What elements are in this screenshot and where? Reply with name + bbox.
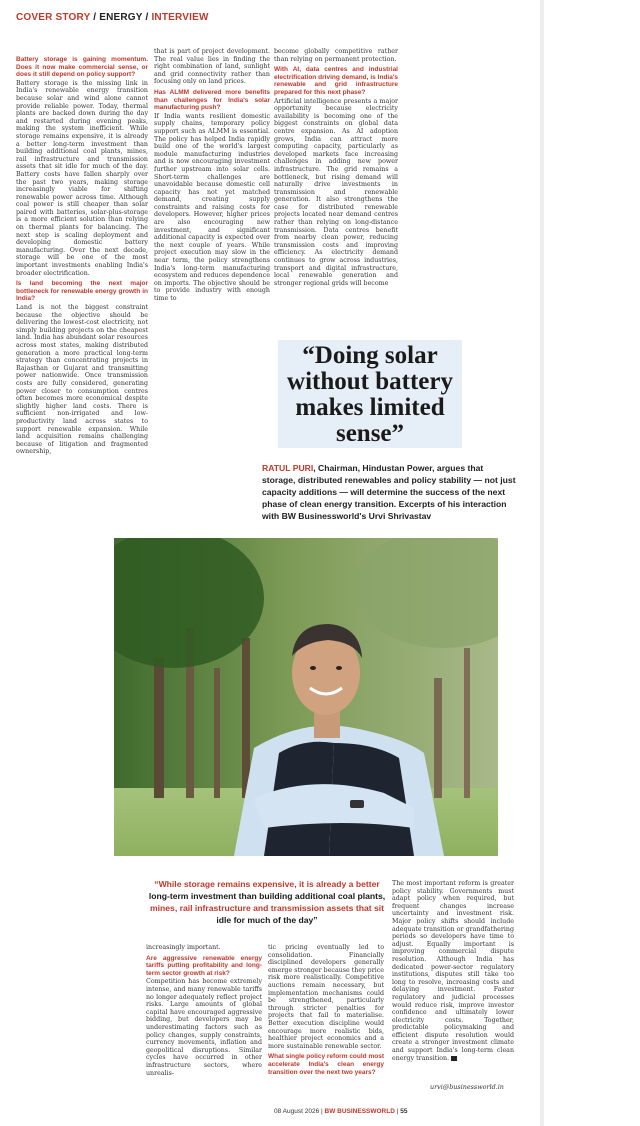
text-column-5 — [268, 944, 384, 1094]
answer-continued: tic pricing eventually led to consolidation. Financially disciplined developers generally emerge stronger because they price risk more realistically. Competitive auctions remain necessary, but implementation mechanisms could be strengthened, particularly through stricter penalties for projects that fail to materialise. Better execution discipline would encourage more realistic bids, healthier project economics and a more sustainable renewable sector. — [268, 944, 384, 1050]
question: Are aggressive renewable energy tariffs putting profitability and long-term sector growth at risk? — [146, 954, 262, 977]
answer: If India wants resilient domestic supply chains, temporary policy support such as ALMM is essential. The policy has helped India rapidly build one of the world's largest module manufacturing industries and is now encouraging investment further upstream into solar cells. Short-term challenges are unavoidable because domestic cell capacity has not yet matched demand, creating supply constraints and raising costs for developers. However, higher prices are also encouraging new investment, and significant additional capacity is expected over the next couple of years. While project execution may slow in the near term, the policy strengthens India's long-term manufacturing ecosystem and reduces dependence on imports. The objective should be to provide industry with enough time to — [154, 112, 270, 302]
quote-line: long-term investment than building additional coal plants, — [148, 891, 386, 901]
separator: / — [93, 12, 97, 23]
separator: / — [145, 12, 149, 23]
quote-line: “While storage remains expensive, it is already a better — [154, 879, 380, 889]
page-edge — [540, 0, 544, 1126]
quote-line: mines, rail infrastructure and transmission assets that sit — [149, 903, 385, 913]
question: What single policy reform could most accelerate India's clean energy transition over the next two years? — [268, 1053, 384, 1076]
text-column-1 — [16, 56, 148, 538]
standfirst-text: , Chairman, Hindustan Power, argues that storage, distributed renewables and policy stability — not just capacity additions — will determine the success of the next phase of clean energy transition. Excerpts of his interaction with BW Businessworld's Urvi Shrivastav — [262, 463, 516, 521]
end-mark-icon — [451, 1056, 457, 1061]
answer — [392, 880, 514, 1062]
answer-continued: increasingly important. — [146, 944, 221, 951]
question: Is land becoming the next major bottleneck for renewable energy growth in India? — [16, 280, 148, 303]
brand-name: BW BUSINESSWORLD — [324, 1108, 395, 1115]
text-column-6 — [392, 880, 514, 1100]
answer-continued: become globally competitive rather than relying on permanent protection. — [274, 48, 398, 63]
text-column-3 — [274, 48, 398, 340]
page-number: 55 — [400, 1108, 408, 1115]
question: Has ALMM delivered more benefits than challenges for India's solar manufacturing push? — [154, 88, 270, 112]
section-interview: INTERVIEW — [151, 12, 209, 23]
answer: Competition has become extremely intense, and many renewable tariffs no longer adequately reflect project risks. Large amounts of global capital have encouraged aggressive bidding, but developers may be underestimating factors such as policy changes, supply constraints, currency movements, inflation and geopolitical disruptions. Similar cycles have occurred in other infrastructure sectors, where unrealis- — [146, 978, 262, 1077]
section-header — [16, 12, 209, 23]
portrait-photo — [114, 538, 498, 856]
secondary-pullquote — [148, 878, 386, 926]
headline-pullquote: “Doing solar without battery makes limited sense” — [287, 342, 453, 447]
interviewee-name: RATUL PURI — [262, 463, 314, 473]
text-column-4 — [146, 944, 262, 1094]
answer: Artificial intelligence presents a major opportunity because electricity availability is becoming one of the biggest constraints on global data centre expansion. As AI adoption grows, India can attract more computing capacity, particularly as developed markets face increasing challenges in adding new power infrastructure. The grid remains a bottleneck, but rising demand will naturally drive investments in transmission and renewable generation. It also strengthens the case for distributed renewable projects located near demand centres rather than relying on long-distance transmission. Data centres benefit from nearby clean power, reducing transmission costs and improving efficiency. As electricity demand continues to grow across industries, transport and digital infrastructure, local renewable generation and stronger regional grids will become — [274, 97, 398, 287]
text-column-2 — [154, 48, 270, 340]
issue-date: 08 August 2026 — [274, 1108, 320, 1115]
page-footer: 08 August 2026 | BW BUSINESSWORLD 55 — [274, 1108, 408, 1115]
section-energy: ENERGY — [99, 12, 143, 23]
answer: Battery storage is the missing link in India's renewable energy transition because solar and wind alone cannot provide reliable power. Today, thermal plants are backed down during the day and restarted during evening peaks, making the system inefficient. While storage remains expensive, it is already a better long-term investment than building additional coal plants, mines, rail infrastructure and transmission assets that sit idle for much of the day. Battery costs have fallen sharply over the past two years, making storage increasingly viable for shifting renewable power across time. Although coal power is still cheaper than solar paired with batteries, solar-plus-storage is a more efficient solution than relying on thermal plants for balancing. The next step is scaling deployment and developing domestic battery manufacturing. Over the next decade, storage will be one of the most important investments enabling India's broader electrification. — [16, 79, 148, 277]
question: Battery storage is gaining momentum. Does it now make commercial sense, or does it still depend on policy support? — [16, 56, 148, 79]
answer-continued: that is part of project development. The real value lies in finding the right combination of land, sunlight and grid connectivity rather than focusing only on land prices. — [154, 48, 270, 86]
answer-text: The most important reform is greater policy stability. Governments must adapt policy when required, but frequent changes increase uncertainty and investment risk. Major policy shifts should include adequate transition or grandfathering periods so developers have time to adjust. Equally important is improving commercial dispute resolution. Although India has dedicated power-sector regulatory institutions, disputes still take too long to resolve, increasing costs and delaying investment. Faster regulatory and judicial processes would reduce risk, improve investor confidence and ultimately lower electricity costs. Together, predictable policymaking and efficient dispute resolution would create a stronger investment climate and support India's long-term clean energy transition. — [392, 880, 514, 1062]
question: With AI, data centres and industrial electrification driving demand, is India's renewable and grid infrastructure prepared for this next phase? — [274, 66, 398, 96]
portrait-illustration — [114, 538, 498, 856]
answer: Land is not the biggest constraint because the objective should be delivering the lowest-cost electricity, not simply building projects on the cheapest land. India has abundant solar resources across most states, making distributed generation a more practical long-term strategy than concentrating projects in Rajasthan or Gujarat and transmitting power nationwide. Once transmission costs are fully considered, generating power closer to consumption centres often becomes more economical despite slightly higher land costs. There is sufficient non-irrigated and low-productivity land across states to support renewable expansion. While land acquisition remains challenging because of litigation and fragmented ownership, — [16, 304, 148, 456]
quote-line: idle for much of the day” — [216, 915, 318, 925]
section-cover-story: COVER STORY — [16, 12, 91, 23]
author-email: urvi@businessworld.in — [430, 1083, 504, 1091]
standfirst — [262, 462, 516, 522]
